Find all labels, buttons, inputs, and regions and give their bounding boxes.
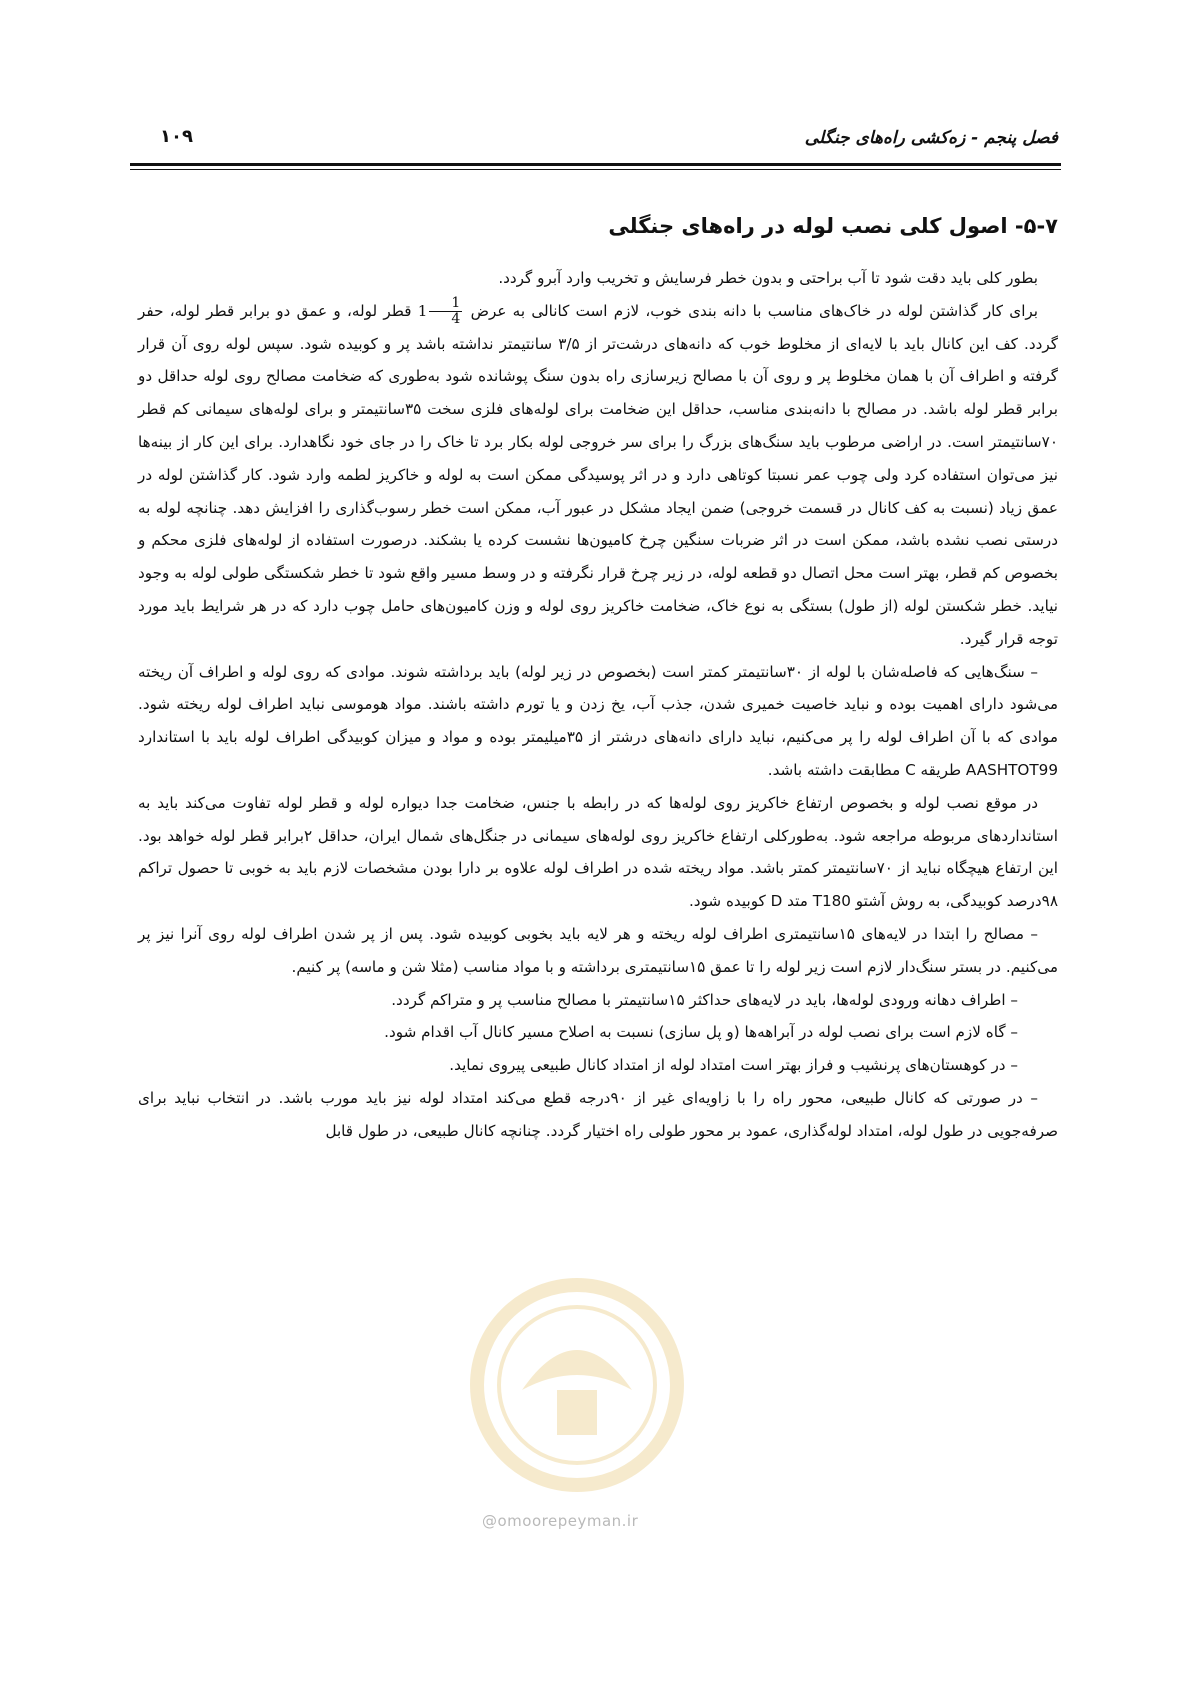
body-text xyxy=(138,262,1058,1148)
fraction-numerator: 1 xyxy=(429,296,462,312)
paragraph-2-rest: قطر لوله، و عمق دو برابر قطر لوله، حفر گردد. کف این کانال باید با لایه‌ای از مخلوط خوب که دانه‌های درشت‌تر از ۳/۵ سانتیمتر نداشته باشد پر و کوبیده شود. سپس لوله روی آن قرار گرفته و اطراف آن با همان مخلوط پر و روی آن با مصالح زیرسازی راه بدون سنگ پوشانده شود به‌طوری که ضخامت مصالح روی لوله حداقل دو برابر قطر لوله باشد. در مصالح با دانه‌بندی مناسب، حداقل این ضخامت برای لوله‌های فلزی سخت ۳۵سانتیمتر و برای لوله‌های سیمانی کم قطر ۷۰سانتیمتر است. در اراضی مرطوب باید سنگ‌های بزرگ را برای سر خروجی لوله بکار برد تا خاک را در جای خود نگاهدارد. برای این کار از بینه‌ها نیز می‌توان استفاده کرد ولی چوب عمر نسبتا کوتاهی دارد و در اثر پوسیدگی ممکن است به لوله و خاکریز لطمه وارد شود. کار گذاشتن لوله در عمق زیاد (نسبت به کف کانال در قسمت خروجی) ضمن ایجاد مشکل در عبور آب، ممکن است خطر رسوب‌گذاری را افزایش دهد. چنانچه لوله به درستی نصب نشده باشد، ممکن است در اثر ضربات سنگین چرخ کامیون‌ها نشست کرده یا بشکند. درصورت استفاده از لوله‌های فلزی محکم و بخصوص کم قطر، بهتر است محل اتصال دو قطعه لوله، در زیر چرخ قرار نگرفته و در وسط مسیر واقع شود تا خطر شکستگی طولی لوله به وجود نیاید. خطر شکستن لوله (از طول) بستگی به نوع خاک، ضخامت خاکریز روی لوله و وزن کامیون‌های حامل چوب دارد که در هر شرایط باید مورد توجه قرار گیرد. xyxy=(138,301,1058,648)
fraction xyxy=(429,296,462,327)
paragraph-4: در موقع نصب لوله و بخصوص ارتفاع خاکریز روی لوله‌ها که در رابطه با جنس، ضخامت جدا دیواره لوله و قطر لوله تفاوت می‌کند باید به استانداردهای مربوطه مراجعه شود. به‌طورکلی ارتفاع خاکریز روی لوله‌های سیمانی در جنگل‌های شمال ایران، حداقل ۲برابر قطر لوله خواهد بود. این ارتفاع هیچگاه نباید از ۷۰سانتیمتر کمتر باشد. مواد ریخته شده در اطراف لوله علاوه بر دارا بودن مشخصات لازم باید به خوبی تا حصول تراکم ۹۸درصد کوبیدگی، به روش آشتو T180 متد D کوبیده شود. xyxy=(138,793,1059,911)
paragraph-7: – گاه لازم است برای نصب لوله در آبراهه‌ها (و پل سازی) نسبت به اصلاح مسیر کانال آب اقدام شود. xyxy=(384,1023,1018,1042)
fraction-whole: 1 xyxy=(417,301,428,320)
paragraph-8: – در کوهستان‌های پرنشیب و فراز بهتر است امتداد لوله از امتداد کانال طبیعی پیروی نماید. xyxy=(449,1056,1018,1075)
paragraph-2 xyxy=(138,295,1058,656)
paragraph-1: بطور کلی باید دقت شود تا آب براحتی و بدون خطر فرسایش و تخریب وارد آبرو گردد. xyxy=(498,269,1038,287)
paragraph-3: – سنگ‌هایی که فاصله‌شان با لوله از ۳۰سانتیمتر کمتر است (بخصوص در زیر لوله) باید برداشته شوند. موادی که روی لوله و اطراف آن ریخته می‌شود دارای اهمیت بوده و نباید خاصیت خمیری شدن، جذب آب، یخ زدن و یا تورم داشته باشند. مواد هوموسی نباید اطراف لوله ریخته شود. موادی که با آن اطراف لوله را پر می‌کنیم، نباید دارای دانه‌های درشتر از ۳۵میلیمتر بوده و مواد و میزان کوبیدگی اطراف لوله باید با استاندارد AASHTOT99 طریقه C مطابقت داشته باشد. xyxy=(138,662,1058,779)
chapter-title: فصل پنجم - زه‌کشی راه‌های جنگلی xyxy=(804,128,1058,148)
page-number: ۱۰۹ xyxy=(160,126,193,147)
header-rule-thick xyxy=(130,163,1061,166)
section-title: ۵-۷- اصول کلی نصب لوله در راه‌های جنگلی xyxy=(608,214,1058,238)
watermark-logo-icon xyxy=(462,1270,692,1500)
fraction-expression xyxy=(417,295,465,328)
paragraph-6: – اطراف دهانه ورودی لوله‌ها، باید در لایه‌های حداکثر ۱۵سانتیمتر با مصالح مناسب پر و متراکم گردد. xyxy=(391,990,1018,1009)
fraction-denominator: 4 xyxy=(451,311,461,328)
paragraph-9: – در صورتی که کانال طبیعی، محور راه را با زاویه‌ای غیر از ۹۰درجه قطع می‌کند امتداد لوله نیز باید مورب باشد. در انتخاب نباید برای صرفه‌جویی در طول لوله، امتداد لوله‌گذاری، عمود بر محور طولی راه اختیار گردد. چنانچه کانال طبیعی، در طول قابل xyxy=(138,1088,1058,1140)
header-rule-thin xyxy=(130,169,1061,170)
paragraph-5: – مصالح را ابتدا در لایه‌های ۱۵سانتیمتری اطراف لوله ریخته و هر لایه باید بخوبی کوبیده شود. پس از پر شدن اطراف لوله روی آنرا نیز پر می‌کنیم. در بستر سنگ‌دار لازم است زیر لوله را تا عمق ۱۵سانتیمتری برداشته و با مواد مناسب (مثلا شن و ماسه) پر کنیم. xyxy=(138,924,1058,976)
watermark-url: @omoorepeyman.ir xyxy=(482,1512,639,1530)
paragraph-2-start: برای کار گذاشتن لوله در خاک‌های مناسب با دانه بندی خوب، لازم است کانالی به عرض xyxy=(470,301,1039,320)
